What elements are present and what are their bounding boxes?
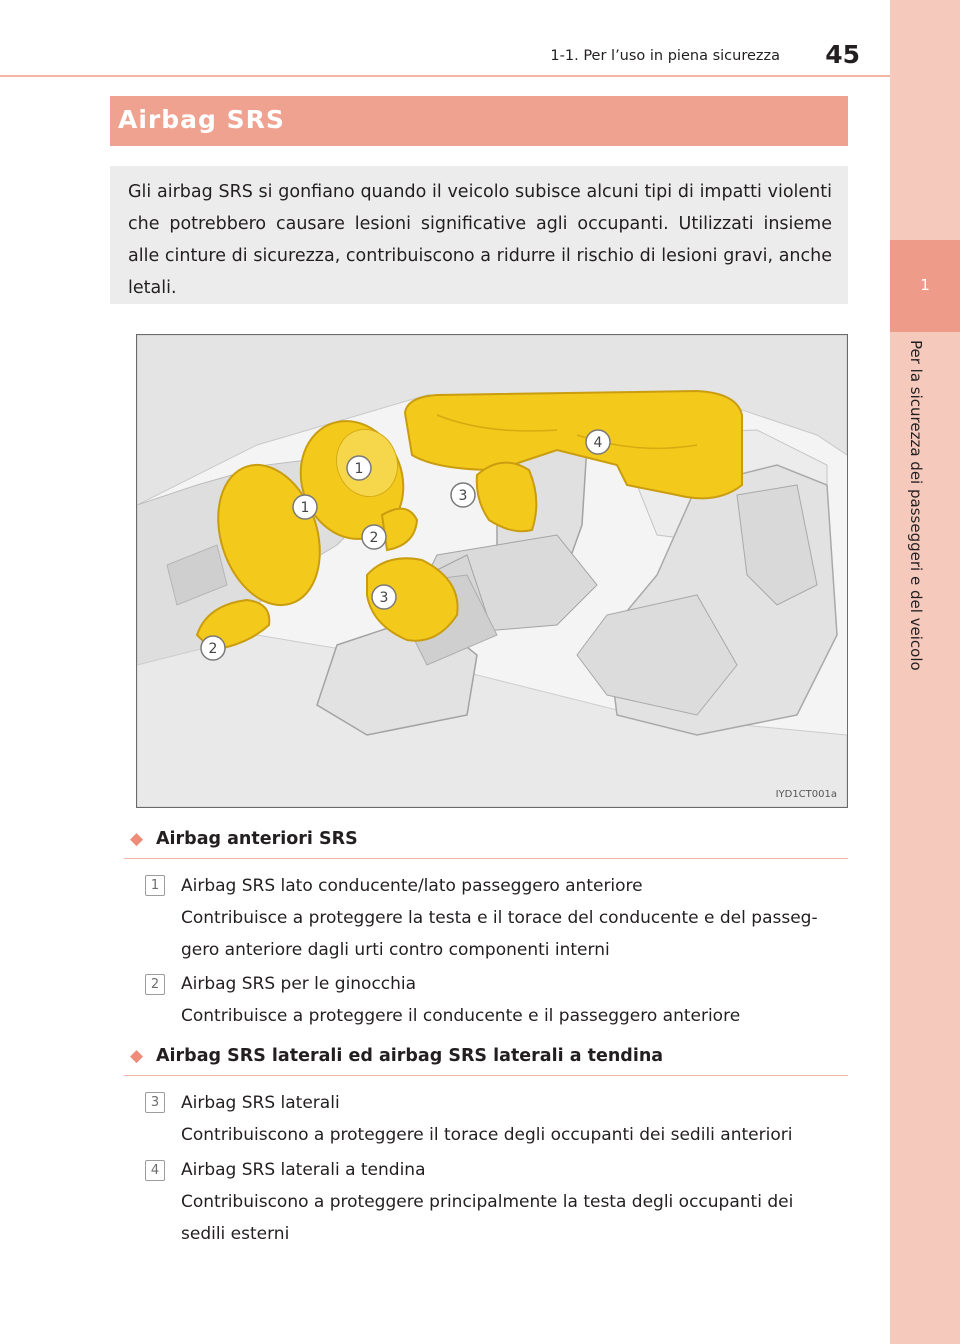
section-2-heading: Airbag SRS laterali ed airbag SRS laterali a tendina	[156, 1046, 664, 1066]
callout-1a	[347, 456, 371, 480]
chapter-number: 1	[920, 276, 930, 294]
item-2-desc-line1: Contribuisce a proteggere il conducente e il passeggero anteriore	[181, 1006, 741, 1026]
item-1-title: Airbag SRS lato conducente/lato passeggero anteriore	[181, 876, 643, 896]
section-1-heading: Airbag anteriori SRS	[156, 829, 358, 849]
callout-4	[586, 430, 610, 454]
item-1-text	[181, 870, 847, 966]
item-2-title: Airbag SRS per le ginocchia	[181, 974, 417, 994]
item-4-desc-line2: sedili esterni	[181, 1224, 290, 1244]
svg-text:1: 1	[300, 500, 310, 516]
callout-2b	[201, 636, 225, 660]
callout-3b	[372, 585, 396, 609]
item-3-desc-line1: Contribuiscono a proteggere il torace degli occupanti dei sedili anteriori	[181, 1125, 793, 1145]
svg-text:4: 4	[593, 435, 603, 451]
header-divider	[0, 75, 890, 77]
svg-text:2: 2	[369, 530, 379, 546]
section-1-rule	[124, 858, 848, 859]
title-bar	[110, 96, 848, 146]
item-3-title: Airbag SRS laterali	[181, 1093, 340, 1113]
intro-text: Gli airbag SRS si gonfiano quando il veicolo subisce alcuni tipi di impatti violenti che potrebbero causare lesioni significative agli occupanti. Utilizzati insieme alle cinture di sicurezza, contribuiscono a ridurre il rischio di lesioni gravi, anche letali.	[128, 182, 832, 298]
page-number: 45	[825, 40, 860, 69]
item-4-number: 4	[145, 1160, 165, 1181]
item-1-number: 1	[145, 875, 165, 896]
item-1-desc-line2: gero anteriore dagli urti contro componenti interni	[181, 940, 610, 960]
callout-1b	[293, 495, 317, 519]
callout-2a	[362, 525, 386, 549]
svg-text:1: 1	[354, 461, 364, 477]
item-3-text	[181, 1087, 847, 1151]
svg-text:3: 3	[458, 488, 468, 504]
section-header: 1-1. Per l’uso in piena sicurezza	[550, 48, 780, 64]
item-1-desc-line1: Contribuisce a proteggere la testa e il torace del conducente e del passeg-	[181, 908, 818, 928]
section-2-rule	[124, 1075, 848, 1076]
section-1-diamond-icon: ◆	[130, 829, 144, 849]
item-3-number: 3	[145, 1092, 165, 1113]
page-title: Airbag SRS	[118, 105, 285, 134]
item-2-text	[181, 968, 847, 1032]
item-4-title: Airbag SRS laterali a tendina	[181, 1160, 426, 1180]
svg-text:3: 3	[379, 590, 389, 606]
intro-box	[110, 166, 848, 304]
item-2-number: 2	[145, 974, 165, 995]
airbag-illustration	[136, 334, 848, 808]
item-4-text	[181, 1154, 847, 1250]
svg-text:2: 2	[208, 641, 218, 657]
figure-code: IYD1CT001a	[775, 789, 837, 800]
section-2-diamond-icon: ◆	[130, 1046, 144, 1066]
item-4-desc-line1: Contribuiscono a proteggere principalmente la testa degli occupanti dei	[181, 1192, 794, 1212]
callout-3a	[451, 483, 475, 507]
chapter-title: Per la sicurezza dei passeggeri e del veicolo	[907, 340, 925, 671]
